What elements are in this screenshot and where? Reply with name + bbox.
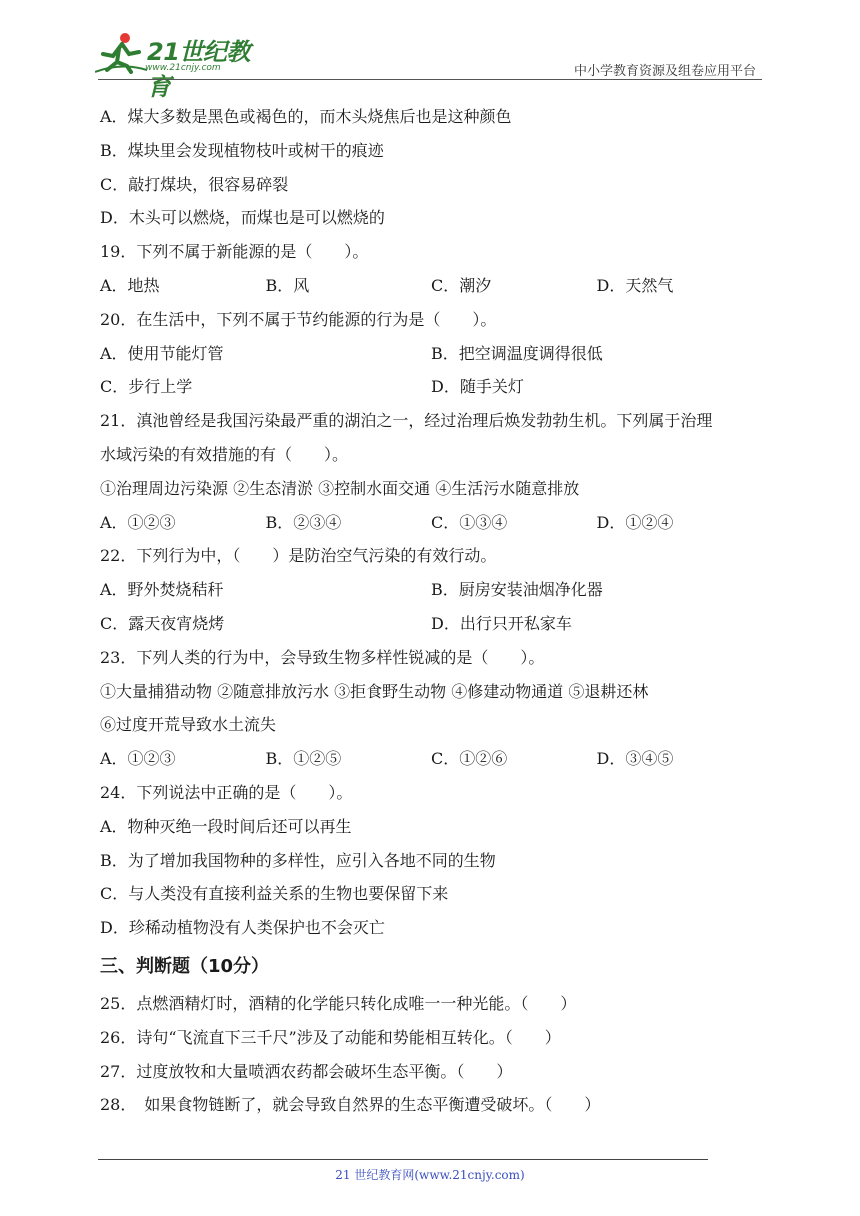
q28-stem: 28． 如果食物链断了，就会导致自然界的生态平衡遭受破坏。（ ） [100, 1095, 601, 1115]
q23-items-line1: ①大量捕猎动物 ②随意排放污水 ③拒食野生动物 ④修建动物通道 ⑤退耕还林 [100, 681, 649, 701]
q22-options-row2 [100, 607, 762, 641]
q23-items-line2: ⑥过度开荒导致水土流失 [100, 715, 277, 735]
q26-stem: 26．诗句“飞流直下三千尺”涉及了动能和势能相互转化。（ ） [100, 1027, 561, 1047]
q21-items: ①治理周边污染源 ②生态清淤 ③控制水面交通 ④生活污水随意排放 [100, 478, 580, 498]
q22-option-c: C．露天夜宵烧烤 [100, 613, 225, 633]
q19-options [100, 269, 762, 303]
q23-option-a: A．①②③ [100, 749, 176, 769]
q21-option-b: B．②③④ [265, 512, 342, 532]
q21-option-a: A．①②③ [100, 512, 176, 532]
q20-option-c: C．步行上学 [100, 377, 193, 397]
q22-option-d: D．出行只开私家车 [431, 613, 572, 633]
q23-stem: 23．下列人类的行为中，会导致生物多样性锐减的是（ ）。 [100, 647, 545, 667]
q20-stem: 20．在生活中，下列不属于节约能源的行为是（ ）。 [100, 309, 497, 329]
q19-stem: 19．下列不属于新能源的是（ ）。 [100, 242, 369, 262]
q19-option-c: C．潮汐 [431, 275, 492, 295]
q19-option-a: A．地热 [100, 275, 160, 295]
q22-options-row1 [100, 573, 762, 607]
page-header [0, 0, 860, 101]
q19-option-d: D．天然气 [596, 275, 674, 295]
q20-option-a: A．使用节能灯管 [100, 343, 224, 363]
q23-option-d: D．③④⑤ [596, 749, 674, 769]
header-divider [98, 79, 762, 80]
q24-option-b: B．为了增加我国物种的多样性，应引入各地不同的生物 [100, 850, 496, 870]
q22-option-a: A．野外焚烧秸秆 [100, 580, 224, 600]
question-content [100, 100, 762, 1122]
q24-option-c: C．与人类没有直接利益关系的生物也要保留下来 [100, 884, 449, 904]
q21-stem-line1: 21．滇池曾经是我国污染最严重的湖泊之一，经过治理后焕发勃勃生机。下列属于治理 [100, 411, 713, 431]
q23-option-b: B．①②⑤ [265, 749, 342, 769]
footer-divider [98, 1159, 708, 1160]
q19-option-b: B．风 [265, 275, 310, 295]
q22-stem: 22．下列行为中，（ ）是防治空气污染的有效行动。 [100, 546, 497, 566]
section-title-judgement: 三、判断题（10分） [100, 955, 270, 977]
q20-options-row1 [100, 337, 762, 371]
logo-text: 21世纪教育 [147, 38, 250, 101]
q21-option-c: C．①③④ [431, 512, 508, 532]
footer-link[interactable]: 21 世纪教育网(www.21cnjy.com) [335, 1168, 525, 1182]
q24-stem: 24．下列说法中正确的是（ ）。 [100, 782, 353, 802]
site-logo[interactable] [95, 30, 265, 101]
q20-options-row2 [100, 370, 762, 404]
q24-option-d: D．珍稀动植物没有人类保护也不会灭亡 [100, 918, 385, 938]
running-figure-icon [95, 32, 147, 74]
q25-stem: 25．点燃酒精灯时，酒精的化学能只转化成唯一一种光能。（ ） [100, 993, 577, 1013]
q18-option-b: B．煤块里会发现植物枝叶或树干的痕迹 [100, 140, 384, 160]
q23-option-c: C．①②⑥ [431, 749, 508, 769]
q21-option-d: D．①②④ [596, 512, 674, 532]
q23-options [100, 742, 762, 776]
q24-option-a: A．物种灭绝一段时间后还可以再生 [100, 816, 352, 836]
q18-option-c: C．敲打煤块，很容易碎裂 [100, 174, 289, 194]
q21-stem-line2: 水域污染的有效措施的有（ ）。 [100, 444, 349, 464]
q20-option-d: D．随手关灯 [431, 377, 524, 397]
q22-option-b: B．厨房安装油烟净化器 [431, 580, 603, 600]
q18-option-d: D．木头可以燃烧，而煤也是可以燃烧的 [100, 208, 385, 228]
q18-option-a: A．煤大多数是黑色或褐色的，而木头烧焦后也是这种颜色 [100, 107, 512, 126]
q27-stem: 27．过度放牧和大量喷洒农药都会破坏生态平衡。（ ） [100, 1061, 513, 1081]
q20-option-b: B．把空调温度调得很低 [431, 343, 603, 363]
logo-url: www.21cnjy.com [145, 63, 221, 73]
platform-name: 中小学教育资源及组卷应用平台 [573, 64, 756, 79]
q21-options [100, 506, 762, 540]
